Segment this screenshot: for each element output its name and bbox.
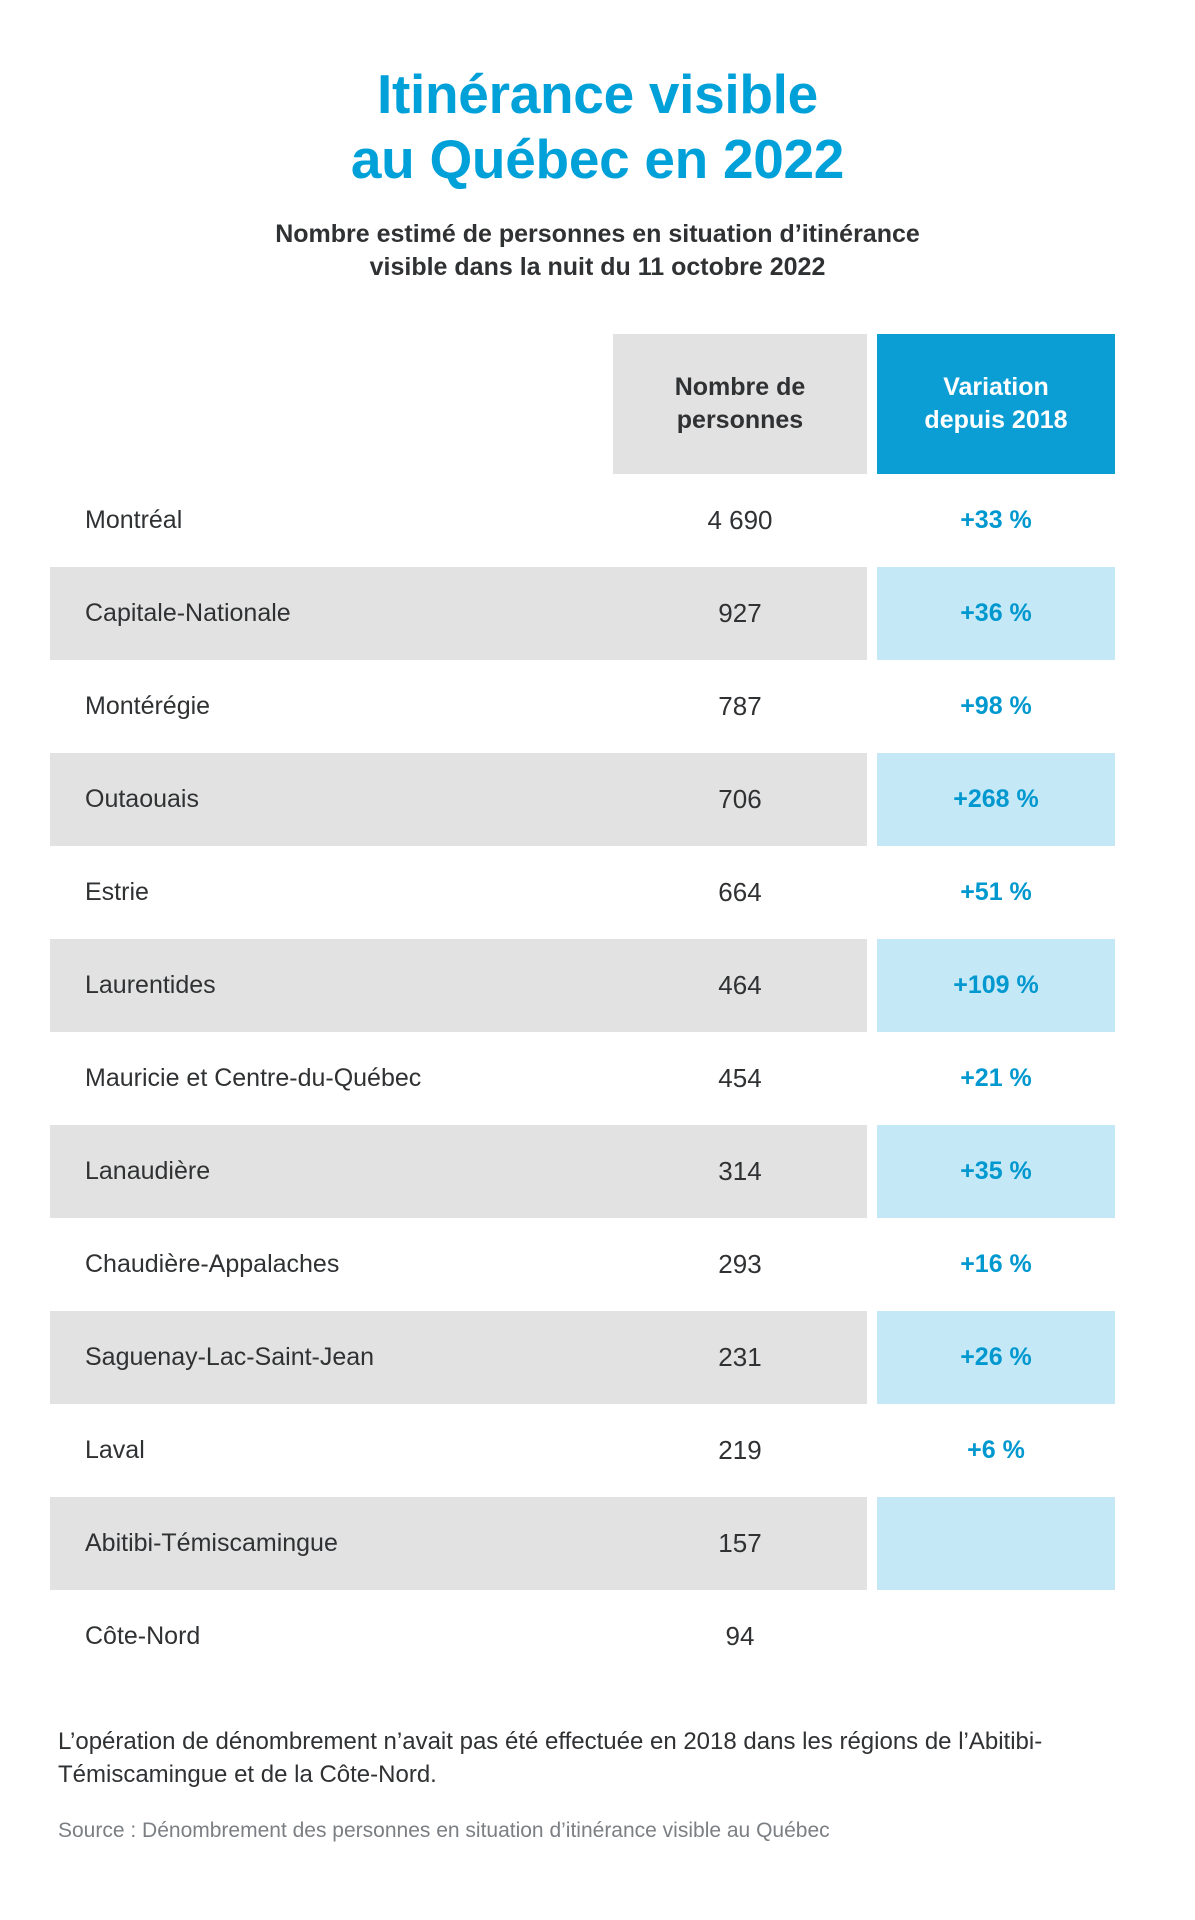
cell-number: 4 690 — [613, 474, 867, 567]
column-gap — [867, 939, 877, 1032]
cell-region: Outaouais — [50, 753, 613, 846]
table-row — [50, 1311, 1145, 1404]
page-title-line-2: au Québec en 2022 — [350, 127, 845, 190]
cell-region: Estrie — [50, 846, 613, 939]
column-gap — [867, 1311, 877, 1404]
page-title-line-1: Itinérance visible — [377, 63, 818, 125]
cell-variation: +36 % — [877, 567, 1115, 660]
cell-region: Mauricie et Centre-du-Québec — [50, 1032, 613, 1125]
column-gap — [867, 660, 877, 753]
table-row — [50, 1404, 1145, 1497]
column-header-variation — [877, 334, 1115, 474]
column-gap — [867, 753, 877, 846]
column-gap — [867, 567, 877, 660]
column-gap — [867, 1125, 877, 1218]
table-row — [50, 753, 1145, 846]
cell-number: 219 — [613, 1404, 867, 1497]
table-row — [50, 1032, 1145, 1125]
cell-region: Laval — [50, 1404, 613, 1497]
cell-region: Chaudière-Appalaches — [50, 1218, 613, 1311]
table-row — [50, 846, 1145, 939]
cell-variation: +33 % — [877, 474, 1115, 567]
cell-variation: +21 % — [877, 1032, 1115, 1125]
column-header-number-line-1: Nombre de — [674, 373, 806, 402]
table-row — [50, 1125, 1145, 1218]
cell-region: Abitibi-Témiscamingue — [50, 1497, 613, 1590]
column-header-number — [613, 334, 867, 474]
column-gap — [867, 1497, 877, 1590]
column-gap — [867, 474, 877, 567]
cell-variation: +26 % — [877, 1311, 1115, 1404]
footnote: L’opération de dénombrement n’avait pas été effectuée en 2018 dans les régions de l’Abitibi-Témiscamingue et de la Côte-Nord. — [58, 1727, 1043, 1788]
cell-number: 706 — [613, 753, 867, 846]
cell-variation: +35 % — [877, 1125, 1115, 1218]
cell-variation: +268 % — [877, 753, 1115, 846]
column-gap — [867, 846, 877, 939]
cell-region: Montréal — [50, 474, 613, 567]
cell-number: 314 — [613, 1125, 867, 1218]
cell-variation: +109 % — [877, 939, 1115, 1032]
cell-variation: +98 % — [877, 660, 1115, 753]
table-row — [50, 474, 1145, 567]
cell-number: 94 — [613, 1590, 867, 1683]
column-gap — [867, 1218, 877, 1311]
data-table — [50, 334, 1145, 1683]
table-row — [50, 1590, 1145, 1683]
cell-variation: +51 % — [877, 846, 1115, 939]
table-row — [50, 1497, 1145, 1590]
cell-number: 787 — [613, 660, 867, 753]
column-header-number-line-2: personnes — [676, 405, 804, 434]
cell-number: 664 — [613, 846, 867, 939]
cell-region: Laurentides — [50, 939, 613, 1032]
cell-region: Saguenay-Lac-Saint-Jean — [50, 1311, 613, 1404]
table-header-row — [50, 334, 1145, 474]
cell-region: Lanaudière — [50, 1125, 613, 1218]
page-subtitle — [148, 218, 1048, 284]
page-subtitle-line-1: Nombre estimé de personnes en situation d’itinérance — [275, 219, 920, 248]
column-gap — [867, 1032, 877, 1125]
column-gap — [867, 1590, 877, 1683]
cell-region: Montérégie — [50, 660, 613, 753]
cell-number: 464 — [613, 939, 867, 1032]
cell-region: Côte-Nord — [50, 1590, 613, 1683]
table-row — [50, 660, 1145, 753]
cell-region: Capitale-Nationale — [50, 567, 613, 660]
cell-variation — [877, 1497, 1115, 1590]
cell-number: 231 — [613, 1311, 867, 1404]
page-title — [50, 0, 1145, 192]
cell-number: 927 — [613, 567, 867, 660]
column-header-variation-line-1: Variation — [943, 373, 1049, 402]
column-gap — [867, 1404, 877, 1497]
cell-variation: +16 % — [877, 1218, 1115, 1311]
column-gap — [867, 334, 877, 474]
table-row — [50, 1218, 1145, 1311]
column-header-variation-line-2: depuis 2018 — [924, 405, 1068, 434]
table-row — [50, 567, 1145, 660]
cell-variation — [877, 1590, 1115, 1683]
cell-number: 293 — [613, 1218, 867, 1311]
cell-variation: +6 % — [877, 1404, 1115, 1497]
page-subtitle-line-2: visible dans la nuit du 11 octobre 2022 — [369, 252, 826, 281]
cell-number: 157 — [613, 1497, 867, 1590]
cell-number: 454 — [613, 1032, 867, 1125]
column-header-region — [50, 334, 613, 474]
table-row — [50, 939, 1145, 1032]
source-line: Source : Dénombrement des personnes en situation d’itinérance visible au Québec — [58, 1819, 830, 1842]
